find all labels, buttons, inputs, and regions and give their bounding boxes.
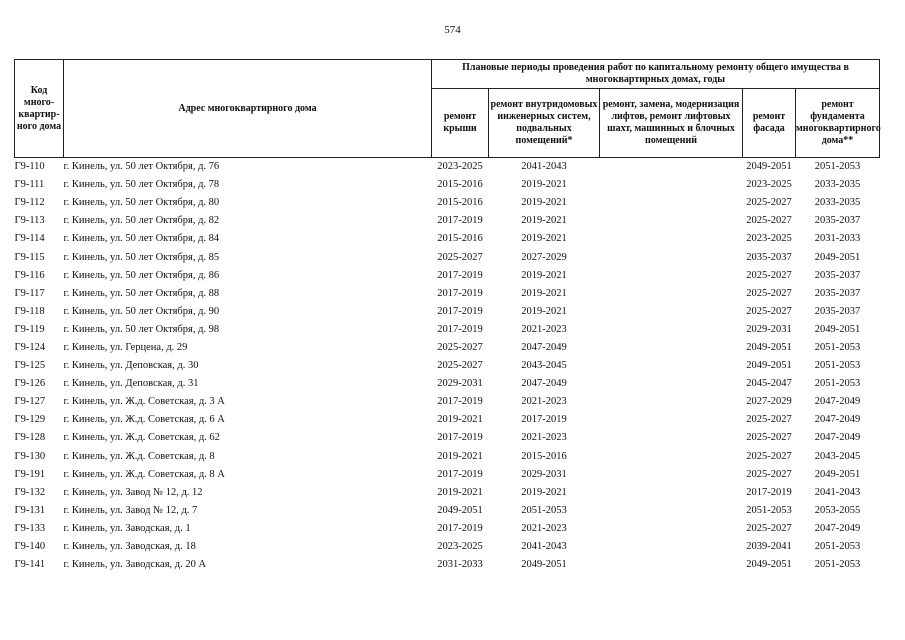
cell-facade: 2049-2051 <box>746 161 792 173</box>
table-row <box>15 556 880 574</box>
cell-elevators <box>600 519 743 537</box>
cell-code: Г9-130 <box>14 450 46 462</box>
table-row <box>15 483 880 501</box>
cell-foundation: 2035-2037 <box>814 305 861 317</box>
cell-foundation: 2047-2049 <box>814 522 861 534</box>
cell-facade: 2049-2051 <box>746 341 792 353</box>
cell-elevators <box>600 357 743 375</box>
cell-facade: 2017-2019 <box>746 486 792 498</box>
cell-elevators <box>600 411 743 429</box>
table-row <box>15 248 880 266</box>
cell-facade: 2051-2053 <box>746 504 792 516</box>
cell-address: г. Кинель, ул. 50 лет Октября, д. 86 <box>63 269 220 281</box>
cell-systems: 2041-2043 <box>521 161 567 173</box>
cell-roof: 2049-2051 <box>437 504 483 516</box>
table-row <box>15 158 880 176</box>
cell-foundation: 2051-2053 <box>814 559 861 571</box>
cell-systems: 2019-2021 <box>521 305 567 317</box>
cell-elevators <box>600 556 743 574</box>
cell-facade: 2029-2031 <box>746 323 792 335</box>
cell-systems: 2021-2023 <box>521 396 567 408</box>
cell-address: г. Кинель, ул. 50 лет Октября, д. 98 <box>63 323 220 335</box>
cell-elevators <box>600 375 743 393</box>
cell-elevators <box>600 393 743 411</box>
cell-code: Г9-126 <box>14 378 46 390</box>
cell-facade: 2025-2027 <box>746 305 792 317</box>
table-row <box>15 537 880 555</box>
cell-systems: 2021-2023 <box>521 323 567 335</box>
table-row <box>15 212 880 230</box>
cell-facade: 2025-2027 <box>746 215 792 227</box>
cell-code: Г9-115 <box>14 251 45 263</box>
page-number: 574 <box>444 24 461 36</box>
cell-code: Г9-111 <box>14 179 45 191</box>
cell-address: г. Кинель, ул. 50 лет Октября, д. 82 <box>63 215 220 227</box>
cell-foundation: 2047-2049 <box>814 432 861 444</box>
cell-elevators <box>600 302 743 320</box>
header-roof: ремонт крыши <box>432 89 489 158</box>
cell-roof: 2017-2019 <box>437 522 483 534</box>
table-row <box>15 302 880 320</box>
cell-roof: 2025-2027 <box>437 360 483 372</box>
cell-systems: 2027-2029 <box>521 251 567 263</box>
table-row <box>15 411 880 429</box>
cell-systems: 2019-2021 <box>521 233 567 245</box>
cell-facade: 2025-2027 <box>746 197 792 209</box>
table-row <box>15 266 880 284</box>
cell-code: Г9-124 <box>14 341 46 353</box>
cell-foundation: 2051-2053 <box>814 541 861 553</box>
header-facade: ремонт фасада <box>743 89 796 158</box>
cell-foundation: 2049-2051 <box>814 323 861 335</box>
cell-roof: 2015-2016 <box>437 197 483 209</box>
cell-code: Г9-117 <box>14 287 45 299</box>
cell-code: Г9-131 <box>14 504 46 516</box>
cell-facade: 2025-2027 <box>746 468 792 480</box>
cell-foundation: 2047-2049 <box>814 396 861 408</box>
cell-systems: 2047-2049 <box>521 341 567 353</box>
cell-elevators <box>600 230 743 248</box>
cell-elevators <box>600 447 743 465</box>
cell-foundation: 2051-2053 <box>814 341 861 353</box>
cell-facade: 2035-2037 <box>746 251 792 263</box>
cell-code: Г9-132 <box>14 486 46 498</box>
cell-foundation: 2041-2043 <box>814 486 861 498</box>
cell-systems: 2017-2019 <box>521 414 567 426</box>
cell-foundation: 2051-2053 <box>814 161 861 173</box>
cell-elevators <box>600 248 743 266</box>
cell-code: Г9-133 <box>14 522 46 534</box>
cell-address: г. Кинель, ул. Завод № 12, д. 7 <box>63 504 198 516</box>
cell-foundation: 2035-2037 <box>814 269 861 281</box>
cell-foundation: 2053-2055 <box>814 504 861 516</box>
cell-foundation: 2049-2051 <box>814 251 861 263</box>
cell-roof: 2017-2019 <box>437 468 483 480</box>
cell-roof: 2015-2016 <box>437 179 483 191</box>
cell-systems: 2043-2045 <box>521 360 567 372</box>
cell-code: Г9-119 <box>14 323 45 335</box>
table-row <box>15 176 880 194</box>
cell-systems: 2051-2053 <box>521 504 567 516</box>
cell-foundation: 2043-2045 <box>814 450 861 462</box>
header-foundation: ремонт фундамента многоквартирного дома** <box>796 89 880 158</box>
header-address: Адрес многоквартирного дома <box>64 60 432 158</box>
header-code: Код много-квартир-ного дома <box>15 60 64 158</box>
cell-facade: 2025-2027 <box>746 269 792 281</box>
cell-facade: 2025-2027 <box>746 522 792 534</box>
cell-address: г. Кинель, ул. Ж.д. Советская, д. 8 А <box>63 468 225 480</box>
cell-code: Г9-191 <box>14 468 46 480</box>
table-row <box>15 501 880 519</box>
cell-roof: 2019-2021 <box>437 414 483 426</box>
cell-foundation: 2047-2049 <box>814 414 861 426</box>
cell-code: Г9-118 <box>14 305 45 317</box>
table-row <box>15 338 880 356</box>
cell-elevators <box>600 483 743 501</box>
cell-address: г. Кинель, ул. 50 лет Октября, д. 80 <box>63 197 220 209</box>
cell-code: Г9-127 <box>14 396 46 408</box>
header-elevators: ремонт, замена, модернизация лифтов, ремонт лифтовых шахт, машинных и блочных помещений <box>600 89 743 158</box>
cell-facade: 2025-2027 <box>746 432 792 444</box>
cell-address: г. Кинель, ул. Заводская, д. 18 <box>63 541 196 553</box>
cell-systems: 2029-2031 <box>521 468 567 480</box>
cell-roof: 2017-2019 <box>437 215 483 227</box>
cell-systems: 2021-2023 <box>521 432 567 444</box>
cell-foundation: 2051-2053 <box>814 360 861 372</box>
cell-systems: 2019-2021 <box>521 287 567 299</box>
cell-address: г. Кинель, ул. Деповская, д. 30 <box>63 360 199 372</box>
cell-foundation: 2033-2035 <box>814 179 861 191</box>
cell-roof: 2023-2025 <box>437 541 483 553</box>
cell-address: г. Кинель, ул. 50 лет Октября, д. 76 <box>63 161 220 173</box>
cell-address: г. Кинель, ул. Ж.д. Советская, д. 3 А <box>63 396 225 408</box>
cell-roof: 2023-2025 <box>437 161 483 173</box>
cell-address: г. Кинель, ул. Завод № 12, д. 12 <box>63 486 203 498</box>
table-row <box>15 465 880 483</box>
cell-roof: 2017-2019 <box>437 269 483 281</box>
cell-foundation: 2049-2051 <box>814 468 861 480</box>
cell-facade: 2025-2027 <box>746 414 792 426</box>
cell-code: Г9-116 <box>14 269 45 281</box>
table-header <box>15 60 880 158</box>
table-row <box>15 375 880 393</box>
cell-roof: 2025-2027 <box>437 341 483 353</box>
table-row <box>15 357 880 375</box>
cell-systems: 2019-2021 <box>521 197 567 209</box>
cell-address: г. Кинель, ул. 50 лет Октября, д. 88 <box>63 287 220 299</box>
cell-address: г. Кинель, ул. 50 лет Октября, д. 84 <box>63 233 220 245</box>
cell-systems: 2019-2021 <box>521 179 567 191</box>
cell-code: Г9-113 <box>14 215 45 227</box>
cell-systems: 2047-2049 <box>521 378 567 390</box>
cell-code: Г9-114 <box>14 233 45 245</box>
cell-facade: 2039-2041 <box>746 541 792 553</box>
cell-facade: 2049-2051 <box>746 360 792 372</box>
cell-roof: 2031-2033 <box>437 559 483 571</box>
cell-code: Г9-125 <box>14 360 46 372</box>
cell-address: г. Кинель, ул. 50 лет Октября, д. 78 <box>63 179 220 191</box>
cell-systems: 2015-2016 <box>521 450 567 462</box>
table-row <box>15 230 880 248</box>
cell-address: г. Кинель, ул. Заводская, д. 1 <box>63 522 191 534</box>
cell-elevators <box>600 429 743 447</box>
cell-foundation: 2035-2037 <box>814 287 861 299</box>
cell-address: г. Кинель, ул. 50 лет Октября, д. 85 <box>63 251 220 263</box>
cell-elevators <box>600 194 743 212</box>
cell-roof: 2017-2019 <box>437 396 483 408</box>
table-body <box>15 158 880 574</box>
cell-systems: 2049-2051 <box>521 559 567 571</box>
cell-address: г. Кинель, ул. Ж.д. Советская, д. 6 А <box>63 414 225 426</box>
cell-elevators <box>600 212 743 230</box>
cell-roof: 2017-2019 <box>437 305 483 317</box>
cell-elevators <box>600 176 743 194</box>
table-row <box>15 429 880 447</box>
cell-roof: 2019-2021 <box>437 486 483 498</box>
cell-address: г. Кинель, ул. Деповская, д. 31 <box>63 378 199 390</box>
cell-address: г. Кинель, ул. Ж.д. Советская, д. 8 <box>63 450 215 462</box>
cell-elevators <box>600 266 743 284</box>
cell-foundation: 2035-2037 <box>814 215 861 227</box>
cell-roof: 2017-2019 <box>437 323 483 335</box>
cell-address: г. Кинель, ул. 50 лет Октября, д. 90 <box>63 305 220 317</box>
cell-elevators <box>600 284 743 302</box>
cell-address: г. Кинель, ул. Ж.д. Советская, д. 62 <box>63 432 220 444</box>
cell-roof: 2015-2016 <box>437 233 483 245</box>
table-row <box>15 393 880 411</box>
cell-facade: 2025-2027 <box>746 450 792 462</box>
cell-facade: 2025-2027 <box>746 287 792 299</box>
cell-roof: 2017-2019 <box>437 432 483 444</box>
cell-code: Г9-129 <box>14 414 46 426</box>
cell-code: Г9-128 <box>14 432 46 444</box>
cell-systems: 2021-2023 <box>521 522 567 534</box>
cell-code: Г9-140 <box>14 541 46 553</box>
cell-foundation: 2031-2033 <box>814 233 861 245</box>
table-row <box>15 284 880 302</box>
cell-roof: 2017-2019 <box>437 287 483 299</box>
cell-systems: 2019-2021 <box>521 215 567 227</box>
header-systems: ремонт внутридомовых инженерных систем, подвальных помещений* <box>489 89 600 158</box>
cell-address: г. Кинель, ул. Герцена, д. 29 <box>63 341 188 353</box>
cell-elevators <box>600 158 743 176</box>
table-row <box>15 194 880 212</box>
cell-foundation: 2033-2035 <box>814 197 861 209</box>
cell-code: Г9-112 <box>14 197 45 209</box>
table-row <box>15 519 880 537</box>
cell-systems: 2019-2021 <box>521 269 567 281</box>
cell-elevators <box>600 501 743 519</box>
cell-roof: 2029-2031 <box>437 378 483 390</box>
cell-facade: 2049-2051 <box>746 559 792 571</box>
cell-address: г. Кинель, ул. Заводская, д. 20 А <box>63 559 207 571</box>
cell-facade: 2027-2029 <box>746 396 792 408</box>
cell-code: Г9-141 <box>14 559 46 571</box>
table-row <box>15 320 880 338</box>
cell-elevators <box>600 537 743 555</box>
cell-facade: 2023-2025 <box>746 179 792 191</box>
cell-facade: 2045-2047 <box>746 378 792 390</box>
cell-systems: 2019-2021 <box>521 486 567 498</box>
header-periods: Плановые периоды проведения работ по капитальному ремонту общего имущества в многоквартирных домах, годы <box>432 60 880 89</box>
table-row <box>15 447 880 465</box>
cell-elevators <box>600 338 743 356</box>
cell-systems: 2041-2043 <box>521 541 567 553</box>
cell-roof: 2025-2027 <box>437 251 483 263</box>
cell-roof: 2019-2021 <box>437 450 483 462</box>
repair-schedule-table <box>14 59 880 574</box>
cell-code: Г9-110 <box>14 161 45 173</box>
cell-elevators <box>600 320 743 338</box>
cell-facade: 2023-2025 <box>746 233 792 245</box>
cell-foundation: 2051-2053 <box>814 378 861 390</box>
cell-elevators <box>600 465 743 483</box>
